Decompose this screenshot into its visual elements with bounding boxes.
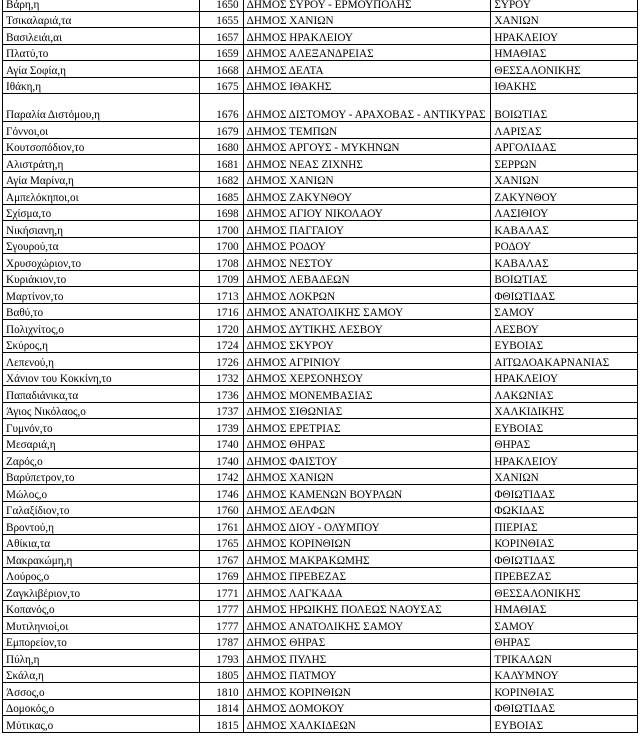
- municipality-cell: ΔΗΜΟΣ ΖΑΚΥΝΘΟΥ: [243, 188, 491, 205]
- table-row: [3, 452, 638, 469]
- municipality-cell: ΔΗΜΟΣ ΧΕΡΣΟΝΗΣΟΥ: [243, 369, 491, 386]
- municipality-cell: ΔΗΜΟΣ ΑΛΕΞΑΝΔΡΕΙΑΣ: [243, 44, 491, 61]
- prefecture-cell: ΦΩΚΙΔΑΣ: [491, 501, 638, 518]
- prefecture-cell: ΕΥΒΟΙΑΣ: [491, 419, 638, 436]
- table-row: [3, 254, 638, 271]
- settlement-name-cell: Χρυσοχώριον,το: [3, 254, 200, 271]
- value-cell: 1676: [200, 94, 243, 122]
- table-row: [3, 28, 638, 45]
- municipality-cell: ΔΗΜΟΣ ΧΑΛΚΙΔΕΩΝ: [243, 716, 491, 733]
- table-row: [3, 353, 638, 370]
- municipality-cell: ΔΗΜΟΣ ΑΓΙΟΥ ΝΙΚΟΛΑΟΥ: [243, 204, 491, 221]
- settlement-name-cell: Αμπελόκηποι,οι: [3, 188, 200, 205]
- table-row: [3, 221, 638, 238]
- prefecture-cell: ΣΥΡΟΥ: [491, 0, 638, 11]
- municipality-cell: ΔΗΜΟΣ ΧΑΝΙΩΝ: [243, 468, 491, 485]
- municipality-cell: ΔΗΜΟΣ ΠΥΛΗΣ: [243, 650, 491, 667]
- settlement-name-cell: Αλιστράτη,η: [3, 155, 200, 172]
- settlement-name-cell: Πύλη,η: [3, 650, 200, 667]
- prefecture-cell: ΡΟΔΟΥ: [491, 237, 638, 254]
- table-row: [3, 567, 638, 584]
- table-row: [3, 171, 638, 188]
- prefecture-cell: ΠΙΕΡΙΑΣ: [491, 518, 638, 535]
- prefecture-cell: ΘΕΣΣΑΛΟΝΙΚΗΣ: [491, 584, 638, 601]
- prefecture-cell: ΦΘΙΩΤΙΔΑΣ: [491, 287, 638, 304]
- value-cell: 1726: [200, 353, 243, 370]
- settlement-name-cell: Σχίσμα,το: [3, 204, 200, 221]
- prefecture-cell: ΑΡΓΟΛΙΔΑΣ: [491, 138, 638, 155]
- table-row: [3, 650, 638, 667]
- prefecture-cell: ΧΑΝΙΩΝ: [491, 11, 638, 28]
- settlement-name-cell: Εμπορείον,το: [3, 633, 200, 650]
- table-row: [3, 204, 638, 221]
- value-cell: 1724: [200, 336, 243, 353]
- table-row: [3, 419, 638, 436]
- settlement-name-cell: Νικήσιανη,η: [3, 221, 200, 238]
- table-row: [3, 320, 638, 337]
- table-row: [3, 303, 638, 320]
- settlement-name-cell: Τσικαλαριά,τα: [3, 11, 200, 28]
- municipality-cell: ΔΗΜΟΣ ΛΕΒΑΔΕΩΝ: [243, 270, 491, 287]
- prefecture-cell: ΚΟΡΙΝΘΙΑΣ: [491, 534, 638, 551]
- value-cell: 1742: [200, 468, 243, 485]
- table-row: [3, 287, 638, 304]
- prefecture-cell: ΣΑΜΟΥ: [491, 617, 638, 634]
- table-row: [3, 666, 638, 683]
- settlement-name-cell: Μύτικας,ο: [3, 716, 200, 733]
- value-cell: 1761: [200, 518, 243, 535]
- prefecture-cell: ΦΘΙΩΤΙΔΑΣ: [491, 699, 638, 716]
- prefecture-cell: ΛΕΣΒΟΥ: [491, 320, 638, 337]
- value-cell: 1709: [200, 270, 243, 287]
- settlement-name-cell: Γυμνόν,το: [3, 419, 200, 436]
- value-cell: 1732: [200, 369, 243, 386]
- value-cell: 1740: [200, 435, 243, 452]
- value-cell: 1708: [200, 254, 243, 271]
- municipality-cell: ΔΗΜΟΣ ΙΘΑΚΗΣ: [243, 77, 491, 94]
- prefecture-cell: ΧΑΝΙΩΝ: [491, 468, 638, 485]
- municipality-cell: ΔΗΜΟΣ ΔΕΛΦΩΝ: [243, 501, 491, 518]
- prefecture-cell: ΗΡΑΚΛΕΙΟΥ: [491, 369, 638, 386]
- table-row: [3, 600, 638, 617]
- table-row: [3, 518, 638, 535]
- table-row: [3, 716, 638, 733]
- municipality-cell: ΔΗΜΟΣ ΧΑΝΙΩΝ: [243, 171, 491, 188]
- table-row: [3, 485, 638, 502]
- table-row: [3, 534, 638, 551]
- municipality-cell: ΔΗΜΟΣ ΜΑΚΡΑΚΩΜΗΣ: [243, 551, 491, 568]
- value-cell: 1777: [200, 600, 243, 617]
- municipality-cell: ΔΗΜΟΣ ΑΝΑΤΟΛΙΚΗΣ ΣΑΜΟΥ: [243, 617, 491, 634]
- municipality-cell: ΔΗΜΟΣ ΔΙΟΥ - ΟΛΥΜΠΟΥ: [243, 518, 491, 535]
- municipality-cell: ΔΗΜΟΣ ΤΕΜΠΩΝ: [243, 122, 491, 139]
- municipality-cell: ΔΗΜΟΣ ΛΟΚΡΩΝ: [243, 287, 491, 304]
- settlement-name-cell: Χάνιον του Κοκκίνη,το: [3, 369, 200, 386]
- prefecture-cell: ΘΗΡΑΣ: [491, 633, 638, 650]
- prefecture-cell: ΚΑΛΥΜΝΟΥ: [491, 666, 638, 683]
- prefecture-cell: ΗΡΑΚΛΕΙΟΥ: [491, 28, 638, 45]
- table-row: [3, 237, 638, 254]
- settlement-name-cell: Γόννοι,οι: [3, 122, 200, 139]
- value-cell: 1746: [200, 485, 243, 502]
- settlement-name-cell: Μώλος,ο: [3, 485, 200, 502]
- settlement-name-cell: Γαλαξίδιον,το: [3, 501, 200, 518]
- prefecture-cell: ΣΕΡΡΩΝ: [491, 155, 638, 172]
- settlement-name-cell: Λούρος,ο: [3, 567, 200, 584]
- table-row: [3, 435, 638, 452]
- table-row: [3, 617, 638, 634]
- value-cell: 1805: [200, 666, 243, 683]
- settlement-name-cell: Δομοκός,ο: [3, 699, 200, 716]
- municipality-cell: ΔΗΜΟΣ ΚΟΡΙΝΘΙΩΝ: [243, 683, 491, 700]
- value-cell: 1771: [200, 584, 243, 601]
- prefecture-cell: ΒΟΙΩΤΙΑΣ: [491, 270, 638, 287]
- settlement-name-cell: Αγία Σοφία,η: [3, 61, 200, 78]
- value-cell: 1685: [200, 188, 243, 205]
- table-row: [3, 61, 638, 78]
- table-row: [3, 122, 638, 139]
- settlement-name-cell: Κοπανός,ο: [3, 600, 200, 617]
- municipality-cell: ΔΗΜΟΣ ΑΡΓΟΥΣ - ΜΥΚΗΝΩΝ: [243, 138, 491, 155]
- settlement-name-cell: Παραλία Διστόμου,η: [3, 94, 200, 122]
- value-cell: 1681: [200, 155, 243, 172]
- table-row: [3, 11, 638, 28]
- prefecture-cell: ΖΑΚΥΝΘΟΥ: [491, 188, 638, 205]
- municipality-cell: ΔΗΜΟΣ ΗΡΑΚΛΕΙΟΥ: [243, 28, 491, 45]
- prefecture-cell: ΗΜΑΘΙΑΣ: [491, 44, 638, 61]
- settlement-name-cell: Βροντού,η: [3, 518, 200, 535]
- prefecture-cell: ΚΟΡΙΝΘΙΑΣ: [491, 683, 638, 700]
- value-cell: 1769: [200, 567, 243, 584]
- settlement-name-cell: Βαθύ,το: [3, 303, 200, 320]
- value-cell: 1814: [200, 699, 243, 716]
- municipality-cell: ΔΗΜΟΣ ΣΚΥΡΟΥ: [243, 336, 491, 353]
- value-cell: 1657: [200, 28, 243, 45]
- prefecture-cell: ΚΑΒΑΛΑΣ: [491, 221, 638, 238]
- prefecture-cell: ΗΡΑΚΛΕΙΟΥ: [491, 452, 638, 469]
- settlement-name-cell: Σγουρού,τα: [3, 237, 200, 254]
- value-cell: 1739: [200, 419, 243, 436]
- value-cell: 1682: [200, 171, 243, 188]
- value-cell: 1793: [200, 650, 243, 667]
- municipality-cell: ΔΗΜΟΣ ΛΑΓΚΑΔΑ: [243, 584, 491, 601]
- prefecture-cell: ΧΑΛΚΙΔΙΚΗΣ: [491, 402, 638, 419]
- settlement-name-cell: Πλατύ,το: [3, 44, 200, 61]
- settlement-name-cell: Λεπενού,η: [3, 353, 200, 370]
- prefecture-cell: ΦΘΙΩΤΙΔΑΣ: [491, 551, 638, 568]
- prefecture-cell: ΤΡΙΚΑΛΩΝ: [491, 650, 638, 667]
- settlement-name-cell: Μεσαριά,η: [3, 435, 200, 452]
- municipality-cell: ΔΗΜΟΣ ΝΕΑΣ ΖΙΧΝΗΣ: [243, 155, 491, 172]
- municipality-cell: ΔΗΜΟΣ ΣΙΘΩΝΙΑΣ: [243, 402, 491, 419]
- table-row: [3, 270, 638, 287]
- value-cell: 1698: [200, 204, 243, 221]
- table-row: [3, 94, 638, 122]
- prefecture-cell: ΙΘΑΚΗΣ: [491, 77, 638, 94]
- municipality-cell: ΔΗΜΟΣ ΠΡΕΒΕΖΑΣ: [243, 567, 491, 584]
- value-cell: 1713: [200, 287, 243, 304]
- settlement-name-cell: Ζαγκλιβέριον,το: [3, 584, 200, 601]
- value-cell: 1737: [200, 402, 243, 419]
- settlement-name-cell: Ιθάκη,η: [3, 77, 200, 94]
- value-cell: 1787: [200, 633, 243, 650]
- table-body: [3, 0, 638, 732]
- settlement-name-cell: Άσσος,ο: [3, 683, 200, 700]
- table-row: [3, 0, 638, 11]
- prefecture-cell: ΑΙΤΩΛΟΑΚΑΡΝΑΝΙΑΣ: [491, 353, 638, 370]
- value-cell: 1720: [200, 320, 243, 337]
- value-cell: 1736: [200, 386, 243, 403]
- settlement-name-cell: Σκάλα,η: [3, 666, 200, 683]
- municipality-cell: ΔΗΜΟΣ ΔΟΜΟΚΟΥ: [243, 699, 491, 716]
- table-row: [3, 369, 638, 386]
- prefecture-cell: ΗΜΑΘΙΑΣ: [491, 600, 638, 617]
- municipality-cell: ΔΗΜΟΣ ΑΝΑΤΟΛΙΚΗΣ ΣΑΜΟΥ: [243, 303, 491, 320]
- municipality-cell: ΔΗΜΟΣ ΔΙΣΤΟΜΟΥ - ΑΡΑΧΟΒΑΣ - ΑΝΤΙΚΥΡΑΣ: [243, 94, 491, 122]
- prefecture-cell: ΣΑΜΟΥ: [491, 303, 638, 320]
- table-row: [3, 77, 638, 94]
- value-cell: 1777: [200, 617, 243, 634]
- municipality-cell: ΔΗΜΟΣ ΚΟΡΙΝΘΙΩΝ: [243, 534, 491, 551]
- value-cell: 1700: [200, 237, 243, 254]
- municipality-cell: ΔΗΜΟΣ ΗΡΩΙΚΗΣ ΠΟΛΕΩΣ ΝΑΟΥΣΑΣ: [243, 600, 491, 617]
- municipality-cell: ΔΗΜΟΣ ΘΗΡΑΣ: [243, 633, 491, 650]
- settlement-name-cell: Μακρακώμη,η: [3, 551, 200, 568]
- prefecture-cell: ΒΟΙΩΤΙΑΣ: [491, 94, 638, 122]
- prefecture-cell: ΛΑΡΙΣΑΣ: [491, 122, 638, 139]
- municipality-cell: ΔΗΜΟΣ ΧΑΝΙΩΝ: [243, 11, 491, 28]
- table-row: [3, 336, 638, 353]
- prefecture-cell: ΕΥΒΟΙΑΣ: [491, 716, 638, 733]
- settlement-name-cell: Βαρύπετρον,το: [3, 468, 200, 485]
- settlement-name-cell: Κυριάκιον,το: [3, 270, 200, 287]
- value-cell: 1679: [200, 122, 243, 139]
- municipality-cell: ΔΗΜΟΣ ΜΟΝΕΜΒΑΣΙΑΣ: [243, 386, 491, 403]
- table-row: [3, 584, 638, 601]
- settlement-name-cell: Αθίκια,τα: [3, 534, 200, 551]
- municipality-cell: ΔΗΜΟΣ ΑΓΡΙΝΙΟΥ: [243, 353, 491, 370]
- settlement-name-cell: Ζαρός,ο: [3, 452, 200, 469]
- prefecture-cell: ΠΡΕΒΕΖΑΣ: [491, 567, 638, 584]
- table-row: [3, 501, 638, 518]
- table-row: [3, 188, 638, 205]
- table-row: [3, 699, 638, 716]
- municipality-cell: ΔΗΜΟΣ ΡΟΔΟΥ: [243, 237, 491, 254]
- municipality-cell: ΔΗΜΟΣ ΠΑΤΜΟΥ: [243, 666, 491, 683]
- table-row: [3, 633, 638, 650]
- municipality-cell: ΔΗΜΟΣ ΚΑΜΕΝΩΝ ΒΟΥΡΛΩΝ: [243, 485, 491, 502]
- value-cell: 1655: [200, 11, 243, 28]
- prefecture-cell: ΘΗΡΑΣ: [491, 435, 638, 452]
- value-cell: 1675: [200, 77, 243, 94]
- value-cell: 1765: [200, 534, 243, 551]
- table-row: [3, 44, 638, 61]
- settlement-name-cell: Κουτσοπόδιον,το: [3, 138, 200, 155]
- table-row: [3, 683, 638, 700]
- municipality-cell: ΔΗΜΟΣ ΔΕΛΤΑ: [243, 61, 491, 78]
- value-cell: 1659: [200, 44, 243, 61]
- value-cell: 1680: [200, 138, 243, 155]
- municipality-cell: ΔΗΜΟΣ ΦΑΙΣΤΟΥ: [243, 452, 491, 469]
- prefecture-cell: ΧΑΝΙΩΝ: [491, 171, 638, 188]
- settlement-name-cell: Άγιος Νικόλαος,ο: [3, 402, 200, 419]
- value-cell: 1700: [200, 221, 243, 238]
- table-row: [3, 402, 638, 419]
- settlement-name-cell: Μυτιληνιοί,οι: [3, 617, 200, 634]
- municipality-cell: ΔΗΜΟΣ ΔΥΤΙΚΗΣ ΛΕΣΒΟΥ: [243, 320, 491, 337]
- municipality-cell: ΔΗΜΟΣ ΘΗΡΑΣ: [243, 435, 491, 452]
- table-row: [3, 386, 638, 403]
- table-row: [3, 468, 638, 485]
- value-cell: 1668: [200, 61, 243, 78]
- municipality-cell: ΔΗΜΟΣ ΝΕΣΤΟΥ: [243, 254, 491, 271]
- municipality-cell: ΔΗΜΟΣ ΠΑΓΓΑΙΟΥ: [243, 221, 491, 238]
- settlement-name-cell: Πολιχνίτος,ο: [3, 320, 200, 337]
- settlement-name-cell: Βάρη,η: [3, 0, 200, 11]
- value-cell: 1767: [200, 551, 243, 568]
- value-cell: 1716: [200, 303, 243, 320]
- table-row: [3, 551, 638, 568]
- value-cell: 1815: [200, 716, 243, 733]
- value-cell: 1650: [200, 0, 243, 11]
- table-row: [3, 155, 638, 172]
- prefecture-cell: ΘΕΣΣΑΛΟΝΙΚΗΣ: [491, 61, 638, 78]
- value-cell: 1740: [200, 452, 243, 469]
- value-cell: 1810: [200, 683, 243, 700]
- municipality-cell: ΔΗΜΟΣ ΕΡΕΤΡΙΑΣ: [243, 419, 491, 436]
- prefecture-cell: ΚΑΒΑΛΑΣ: [491, 254, 638, 271]
- settlement-name-cell: Παπαδιάνικα,τα: [3, 386, 200, 403]
- settlement-name-cell: Σκύρος,η: [3, 336, 200, 353]
- settlement-name-cell: Βασιλειάι,αι: [3, 28, 200, 45]
- value-cell: 1760: [200, 501, 243, 518]
- settlements-table: [2, 0, 638, 733]
- table-row: [3, 138, 638, 155]
- prefecture-cell: ΛΑΚΩΝΙΑΣ: [491, 386, 638, 403]
- municipality-cell: ΔΗΜΟΣ ΣΥΡΟΥ - ΕΡΜΟΥΠΟΛΗΣ: [243, 0, 491, 11]
- prefecture-cell: ΕΥΒΟΙΑΣ: [491, 336, 638, 353]
- prefecture-cell: ΦΘΙΩΤΙΔΑΣ: [491, 485, 638, 502]
- settlement-name-cell: Αγία Μαρίνα,η: [3, 171, 200, 188]
- settlement-name-cell: Μαρτίνον,το: [3, 287, 200, 304]
- prefecture-cell: ΛΑΣΙΘΙΟΥ: [491, 204, 638, 221]
